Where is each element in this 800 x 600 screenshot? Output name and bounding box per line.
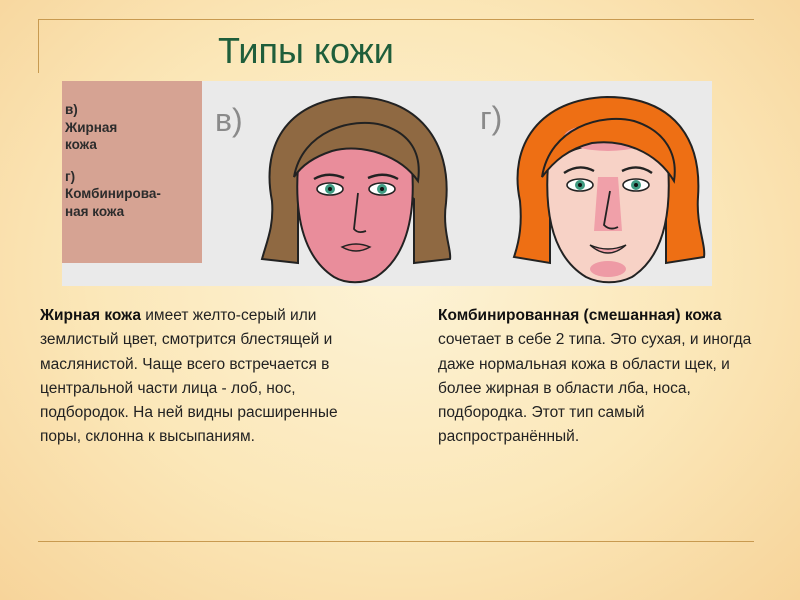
bottom-rule [38, 541, 754, 542]
skin-types-illustration [62, 81, 712, 286]
label-b: в) [65, 102, 78, 117]
label-oily-2: кожа [65, 137, 97, 152]
face-g-letter: г) [480, 100, 503, 136]
oily-pupil-right [380, 187, 384, 191]
face-b-letter: в) [215, 102, 243, 138]
oily-pupil-left [328, 187, 332, 191]
label-combo-1: Комбинирова- [65, 186, 161, 201]
oily-skin-description [40, 304, 340, 450]
combination-skin-description [438, 304, 753, 450]
combo-pupil-right [634, 183, 638, 187]
combination-skin-text: сочетает в себе 2 типа. Это сухая, и иногда даже нормальная кожа в области щек, и более жирная в области лба, носа, подбородка. Этот тип самый распространённый. [438, 331, 752, 446]
slide-title: Типы кожи [218, 30, 394, 71]
combo-pupil-left [578, 183, 582, 187]
combo-chin-tzone [590, 261, 626, 277]
faces-svg [62, 81, 712, 286]
left-rule [38, 19, 39, 73]
oily-skin-term: Жирная кожа [40, 307, 141, 324]
oily-skin-text: имеет желто-серый или землистый цвет, смотрится блестящей и маслянистой. Чаще всего встречается в центральной части лица - лоб, нос, подбородок. На ней видны расширенные поры, склонна к высыпаниям. [40, 307, 338, 446]
oily-skin-face-illustration [262, 97, 450, 282]
top-rule [38, 19, 754, 20]
label-oily-1: Жирная [65, 119, 118, 135]
combination-skin-term: Комбинированная (смешанная) кожа [438, 307, 722, 324]
combination-skin-face-illustration [514, 97, 704, 282]
label-combo-2: ная кожа [65, 203, 125, 219]
label-g: г) [65, 168, 76, 184]
